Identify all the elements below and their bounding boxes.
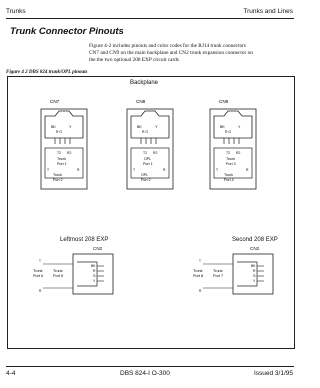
exp-left-cn: CN2 [93, 246, 103, 251]
header-left: Trunks [6, 8, 26, 15]
svg-text:Port 8: Port 8 [193, 274, 204, 278]
svg-text:R G: R G [225, 130, 232, 134]
svg-text:R: R [246, 168, 249, 172]
header-right: Trunks and Lines [243, 8, 293, 15]
svg-text:T: T [133, 168, 136, 172]
svg-text:G: G [253, 274, 256, 278]
intro-paragraph [89, 43, 294, 64]
svg-text:Port 2: Port 2 [53, 178, 63, 182]
connector-label: CN8 [136, 99, 146, 104]
svg-text:Y: Y [93, 279, 96, 283]
exp-left-title: Leftmost 208 EXP [60, 237, 109, 243]
svg-text:BK: BK [51, 125, 56, 129]
svg-text:Trunk: Trunk [224, 173, 234, 177]
figure-caption: Figure 4 2 DBS 824 trunk/OPL pinouts [6, 70, 88, 75]
svg-text:Y: Y [155, 125, 158, 129]
svg-text:R2: R2 [153, 151, 158, 155]
svg-text:Trunk: Trunk [226, 157, 236, 161]
svg-text:OPL: OPL [144, 157, 152, 161]
header-rule [6, 18, 294, 19]
svg-text:Trunk: Trunk [53, 269, 63, 273]
svg-text:Trunk: Trunk [33, 269, 43, 273]
svg-text:T2: T2 [57, 151, 61, 155]
svg-text:BK: BK [220, 125, 225, 129]
footer-doc-id: DBS 824-I O-300 [120, 370, 170, 377]
intro-line: Figure 4-2 includes pinouts and color codes for the RJ14 trunk connectors [89, 43, 246, 49]
svg-text:T: T [216, 168, 219, 172]
svg-text:G: G [93, 274, 96, 278]
svg-text:Port 7: Port 7 [213, 274, 224, 278]
svg-text:R: R [93, 269, 96, 273]
svg-text:T: T [47, 168, 50, 172]
svg-text:R: R [253, 269, 256, 273]
svg-text:Port 4: Port 4 [224, 178, 234, 182]
svg-text:T: T [199, 259, 201, 263]
svg-text:R: R [39, 289, 42, 293]
svg-text:Port 1: Port 1 [57, 162, 67, 166]
svg-text:OPL: OPL [141, 173, 149, 177]
footer-issued: Issued 3/1/95 [253, 370, 293, 377]
svg-text:Port 1: Port 1 [143, 162, 153, 166]
backplane-title: Backplane [130, 80, 159, 86]
svg-text:R G: R G [142, 130, 149, 134]
svg-text:Trunk: Trunk [53, 173, 63, 177]
expansion-right-connector [193, 254, 273, 294]
svg-text:Port 6: Port 6 [33, 274, 44, 278]
svg-text:R: R [77, 168, 80, 172]
intro-line: the the two optional 208 EXP circuit cards [89, 57, 179, 63]
exp-right-cn: CN2 [250, 246, 260, 251]
svg-text:BK: BK [91, 264, 96, 268]
connector-label: CN7 [50, 99, 60, 104]
svg-text:Port 5: Port 5 [53, 274, 64, 278]
svg-text:Trunk: Trunk [213, 269, 223, 273]
footer-rule [6, 366, 294, 367]
intro-line: CN7 and CN9 on the main backplane and CN2 trunk expansion connector on [89, 50, 253, 56]
connector-cn7 [41, 99, 87, 189]
svg-text:Trunk: Trunk [57, 157, 67, 161]
section-title: Trunk Connector Pinouts [10, 26, 124, 37]
svg-text:BK: BK [137, 125, 142, 129]
expansion-left-connector [33, 254, 113, 294]
backplane-diagram [7, 76, 295, 226]
svg-text:T2: T2 [226, 151, 230, 155]
connector-cn9 [210, 99, 256, 189]
connector-label: CN9 [219, 99, 229, 104]
svg-text:Port 3: Port 3 [226, 162, 236, 166]
svg-text:Trunk: Trunk [193, 269, 203, 273]
svg-text:Port 2: Port 2 [141, 178, 151, 182]
svg-text:R2: R2 [236, 151, 241, 155]
svg-text:T: T [39, 259, 41, 263]
svg-text:Y: Y [253, 279, 256, 283]
svg-text:R2: R2 [67, 151, 72, 155]
expansion-diagram [7, 252, 295, 302]
svg-text:Y: Y [69, 125, 72, 129]
svg-text:BK: BK [251, 264, 256, 268]
svg-text:T2: T2 [143, 151, 147, 155]
footer-page-number: 4-4 [6, 370, 16, 377]
svg-text:Y: Y [238, 125, 241, 129]
svg-text:R: R [199, 289, 202, 293]
connector-cn8 [127, 99, 173, 189]
exp-right-title: Second 208 EXP [232, 237, 278, 243]
svg-text:R G: R G [56, 130, 63, 134]
svg-text:R: R [163, 168, 166, 172]
